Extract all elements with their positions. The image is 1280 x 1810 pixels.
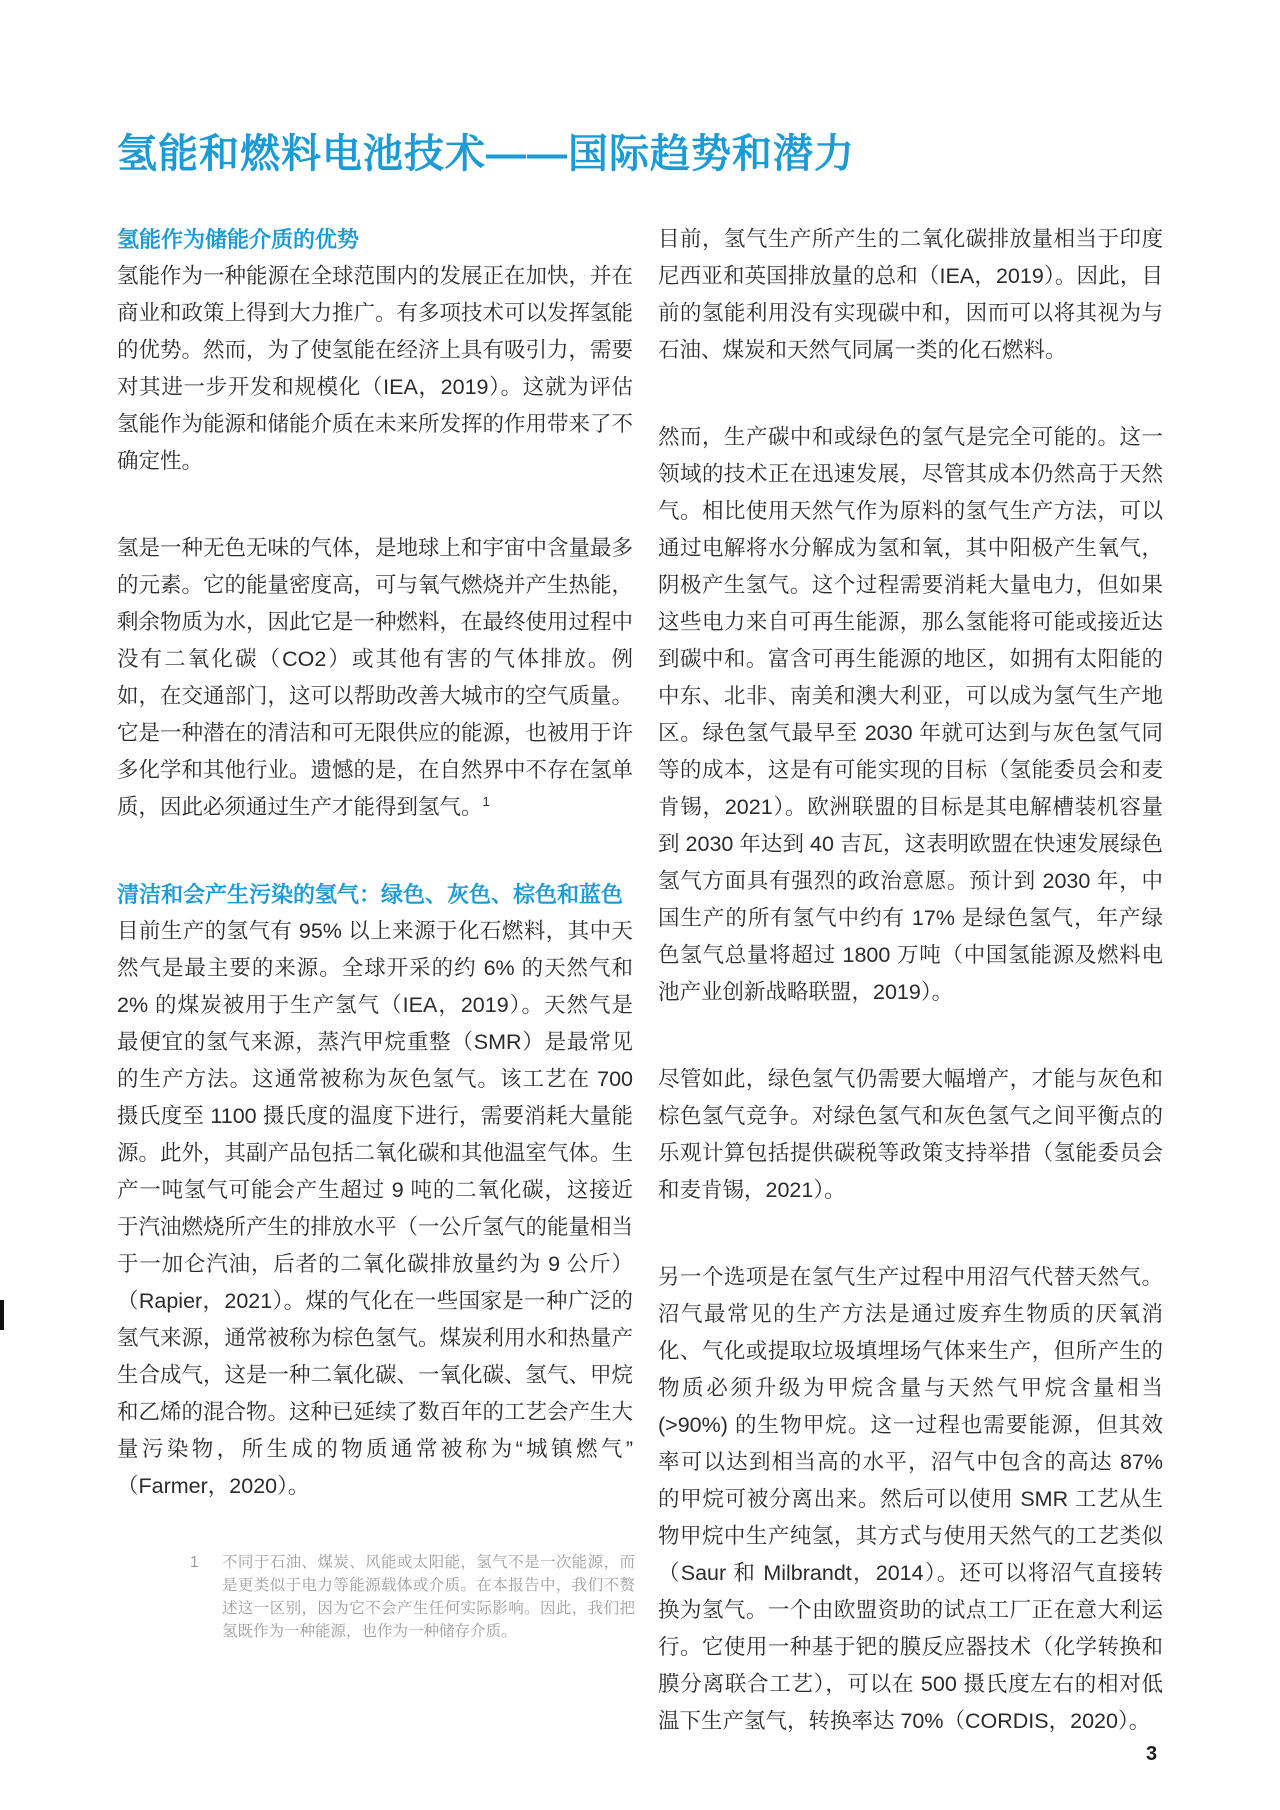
- footnote-text: 不同于石油、煤炭、风能或太阳能，氢气不是一次能源，而是更类似于电力等能源载体或介质。在本报告中，我们不赘述这一区别，因为它不会产生任何实际影响。因此，我们把氢既作为一种能源，也作为一种储存介质。: [222, 1554, 635, 1640]
- footnote: [190, 1551, 635, 1643]
- page-number: 3: [1146, 1743, 1158, 1765]
- footnote-marker: 1: [190, 1554, 199, 1571]
- left-column: [117, 221, 633, 1505]
- paragraph-co2-emissions: 目前，氢气生产所产生的二氧化碳排放量相当于印度尼西亚和英国排放量的总和（IEA，2019）。因此，目前的氢能利用没有实现碳中和，因而可以将其视为与石油、煤炭和天然气同属一类的化石燃料。: [658, 227, 1163, 362]
- paragraph-biogas-option: 另一个选项是在氢气生产过程中用沼气代替天然气。沼气最常见的生产方法是通过废弃生物质的厌氧消化、气化或提取垃圾填埋场气体来生产，但所产生的物质必须升级为甲烷含量与天然气甲烷含量相当 (>90%) 的生物甲烷。这一过程也需要能源，但其效率可以达到相当高的水平，沼气中包含的高达 87% 的甲烷可被分离出来。然后可以使用 SMR 工艺从生物甲烷中生产纯氢，其方式与使用天然气的工艺类似（Saur 和 Milbrandt，2014）。还可以将沼气直接转换为氢气。一个由欧盟资助的试点工厂正在意大利运行。它使用一种基于钯的膜反应器技术（化学转换和膜分离联合工艺），可以在 500 摄氏度左右的相对低温下生产氢气，转换率达 70%（CORDIS，2020）。: [658, 1265, 1163, 1733]
- section-heading-storage-advantage: 氢能作为储能介质的优势: [117, 227, 360, 252]
- section-heading-clean-polluting-hydrogen: 清洁和会产生污染的氢气：绿色、灰色、棕色和蓝色: [117, 882, 624, 907]
- paragraph-fossil-hydrogen-sources: 目前生产的氢气有 95% 以上来源于化石燃料，其中天然气是最主要的来源。全球开采的约 6% 的天然气和 2% 的煤炭被用于生产氢气（IEA，2019）。天然气是最便宜的氢气来源，蒸汽甲烷重整（SMR）是最常见的生产方法。这通常被称为灰色氢气。该工艺在 700 摄氏度至 1100 摄氏度的温度下进行，需要消耗大量能源。此外，其副产品包括二氧化碳和其他温室气体。生产一吨氢气可能会产生超过 9 吨的二氧化碳，这接近于汽油燃烧所产生的排放水平（一公斤氢气的能量相当于一加仑汽油，后者的二氧化碳排放量约为 9 公斤）（Rapier，2021）。煤的气化在一些国家是一种广泛的氢气来源，通常被称为棕色氢气。煤炭利用水和热量产生合成气，这是一种二氧化碳、一氧化碳、氢气、甲烷和乙烯的混合物。这种已延续了数百年的工艺会产生大量污染物，所生成的物质通常被称为“城镇燃气”（Farmer，2020）。: [117, 919, 634, 1498]
- paragraph-hydrogen-properties: [117, 530, 633, 826]
- paragraph-hydrogen-development: 氢能作为一种能源在全球范围内的发展正在加快，并在商业和政策上得到大力推广。有多项技术可以发挥氢能的优势。然而，为了使氢能在经济上具有吸引力，需要对其进一步开发和规模化（IEA，2019）。这就为评估氢能作为能源和储能介质在未来所发挥的作用带来了不确定性。: [117, 264, 634, 473]
- paragraph-hydrogen-properties-text: 氢是一种无色无味的气体，是地球上和宇宙中含量最多的元素。它的能量密度高，可与氧气燃烧并产生热能，剩余物质为水，因此它是一种燃料，在最终使用过程中没有二氧化碳（CO2）或其他有害的气体排放。例如，在交通部门，这可以帮助改善大城市的空气质量。它是一种潜在的清洁和可无限供应的能源，也被用于许多化学和其他行业。遗憾的是，在自然界中不存在氢单质，因此必须通过生产才能得到氢气。: [117, 536, 634, 819]
- right-column: [658, 221, 1163, 1740]
- paragraph-green-hydrogen: 然而，生产碳中和或绿色的氢气是完全可能的。这一领域的技术正在迅速发展，尽管其成本仍然高于天然气。相比使用天然气作为原料的氢气生产方法，可以通过电解将水分解成为氢和氧，其中阳极产生氧气，阴极产生氢气。这个过程需要消耗大量电力，但如果这些电力来自可再生能源，那么氢能将可能或接近达到碳中和。富含可再生能源的地区，如拥有太阳能的中东、北非、南美和澳大利亚，可以成为氢气生产地区。绿色氢气最早至 2030 年就可达到与灰色氢气同等的成本，这是有可能实现的目标（氢能委员会和麦肯锡，2021）。欧洲联盟的目标是其电解槽装机容量到 2030 年达到 40 吉瓦，这表明欧盟在快速发展绿色氢气方面具有强烈的政治意愿。预计到 2030 年，中国生产的所有氢气中约有 17% 是绿色氢气，年产绿色氢气总量将超过 1800 万吨（中国氢能源及燃料电池产业创新战略联盟，2019）。: [658, 425, 1163, 1004]
- page-title: 氢能和燃料电池技术——国际趋势和潜力: [117, 131, 855, 176]
- footnote-reference: 1: [482, 793, 490, 809]
- paragraph-green-vs-grey: 尽管如此，绿色氢气仍需要大幅增产，才能与灰色和棕色氢气竞争。对绿色氢气和灰色氢气之间平衡点的乐观计算包括提供碳税等政策支持举措（氢能委员会和麦肯锡，2021）。: [658, 1067, 1163, 1202]
- page-edge-scan-mark: [0, 1300, 4, 1330]
